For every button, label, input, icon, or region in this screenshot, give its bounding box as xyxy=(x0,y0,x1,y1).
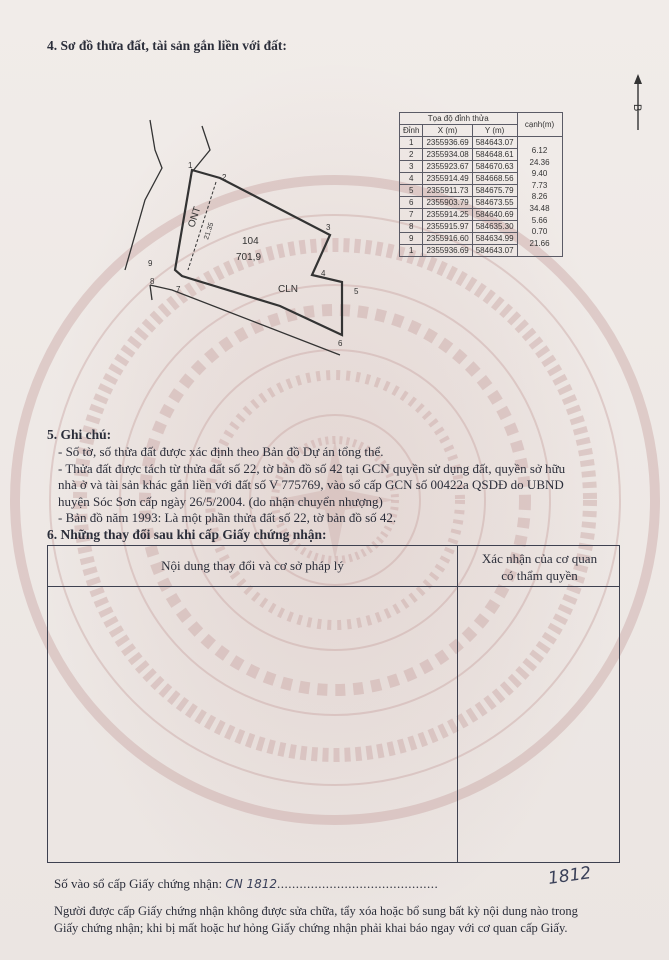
section-6-title: 6. Những thay đổi sau khi cấp Giấy chứng nhận: xyxy=(47,527,327,542)
registry-line xyxy=(54,876,438,892)
svg-text:B: B xyxy=(631,104,643,112)
col-vertex-header: Đỉnh xyxy=(400,125,423,137)
changes-col-content-header: Nội dung thay đổi và cơ sở pháp lý xyxy=(48,546,458,586)
table-row: 9 2355916.60 584634.99 xyxy=(400,233,563,245)
table-row: 8 2355915.97 584635.30 xyxy=(400,221,563,233)
inner-road-line xyxy=(150,285,152,300)
vertex-label: 4 xyxy=(321,269,326,278)
note-line: nhà ở và tài sản khác gắn liền với đất số V 775769, vào sổ cấp GCN số 00422a QSDĐ do UBND xyxy=(58,477,564,493)
section-5-title: 5. Ghi chú: xyxy=(47,427,112,442)
note-line: - Số tờ, số thửa đất được xác định theo Bản đồ Dự án tổng thể. xyxy=(58,444,384,459)
registry-handwritten-number: CN 1812 xyxy=(225,877,278,891)
note-line: huyện Sóc Sơn cấp ngày 26/5/2004. (do nhận chuyển nhượng) xyxy=(58,493,383,509)
footer-warning: Người được cấp Giấy chứng nhận không được sửa chữa, tẩy xóa hoặc bổ sung bất kỳ nội dung nào trong Giấy chứng nhận; khi bị mất hoặc hư hỏng Giấy chứng nhận phải khai báo ngay với cơ quan cấp Giấy. xyxy=(54,904,578,935)
notes-block xyxy=(58,444,618,527)
registry-label: Số vào sổ cấp Giấy chứng nhận: xyxy=(54,876,223,891)
changes-content-cell xyxy=(48,586,458,862)
vertex-label: 8 xyxy=(150,277,155,286)
side-length-label: 21.35 xyxy=(203,221,216,241)
vertex-label: 6 xyxy=(338,339,343,348)
vertex-label: 3 xyxy=(326,223,331,232)
changes-authority-cell xyxy=(458,586,619,862)
col-y-header: Y (m) xyxy=(472,125,517,137)
margin-handwritten-number: 1812 xyxy=(546,863,593,889)
table-row: 1 2355936.69 584643.07 xyxy=(400,245,563,257)
registry-dots: ........................................... xyxy=(277,876,439,891)
table-row: 4 2355914.49 584668.56 xyxy=(400,173,563,185)
table-row: 5 2355911.73 584675.79 xyxy=(400,185,563,197)
parcel-map xyxy=(110,110,400,370)
vertex-label: 1 xyxy=(188,161,193,170)
road-line xyxy=(192,126,210,172)
col-x-header: X (m) xyxy=(423,125,472,137)
table-row: 7 2355914.25 584640.69 xyxy=(400,209,563,221)
table-row: 3 2355923.67 584670.63 xyxy=(400,161,563,173)
vertex-coordinate-table xyxy=(399,112,563,257)
parcel-area: 701,9 xyxy=(236,252,262,263)
table-row: 1 2355936.69 584643.07 6.12 24.36 9.40 7.73 8.26 34.48 5.66 0.70 21.66 xyxy=(400,137,563,149)
edge-length-column: 6.12 24.36 9.40 7.73 8.26 34.48 5.66 0.70 21.66 xyxy=(517,137,562,257)
land-type-main-label: CLN xyxy=(278,284,299,295)
note-line: - Bản đồ năm 1993: Là một phần thửa đất số 22, tờ bản đồ số 42. xyxy=(58,510,397,526)
vertex-label: 2 xyxy=(222,173,227,182)
north-arrow-icon xyxy=(628,72,648,134)
vertex-label: 5 xyxy=(354,287,359,296)
col-edge-header: cạnh(m) xyxy=(517,113,562,137)
changes-col-authority-header: Xác nhận của cơ quan có thẩm quyền xyxy=(481,551,598,583)
vertex-label: 7 xyxy=(176,285,181,294)
road-line xyxy=(125,120,162,270)
land-type-side-label: ONT xyxy=(186,205,204,229)
table-title: Tọa độ đỉnh thửa xyxy=(400,113,518,125)
vertex-label: 9 xyxy=(148,259,153,268)
parcel-number: 104 xyxy=(242,236,259,247)
changes-table xyxy=(47,545,620,863)
table-row: 2 2355934.08 584648.61 xyxy=(400,149,563,161)
table-row: 6 2355903.79 584673.55 xyxy=(400,197,563,209)
section-4-title: 4. Sơ đồ thửa đất, tài sản gắn liền với đất: xyxy=(47,38,287,53)
note-line: - Thửa đất được tách từ thửa đất số 22, tờ bản đồ số 42 tại GCN quyền sử dụng đất, quyền sở hữu xyxy=(58,460,566,476)
